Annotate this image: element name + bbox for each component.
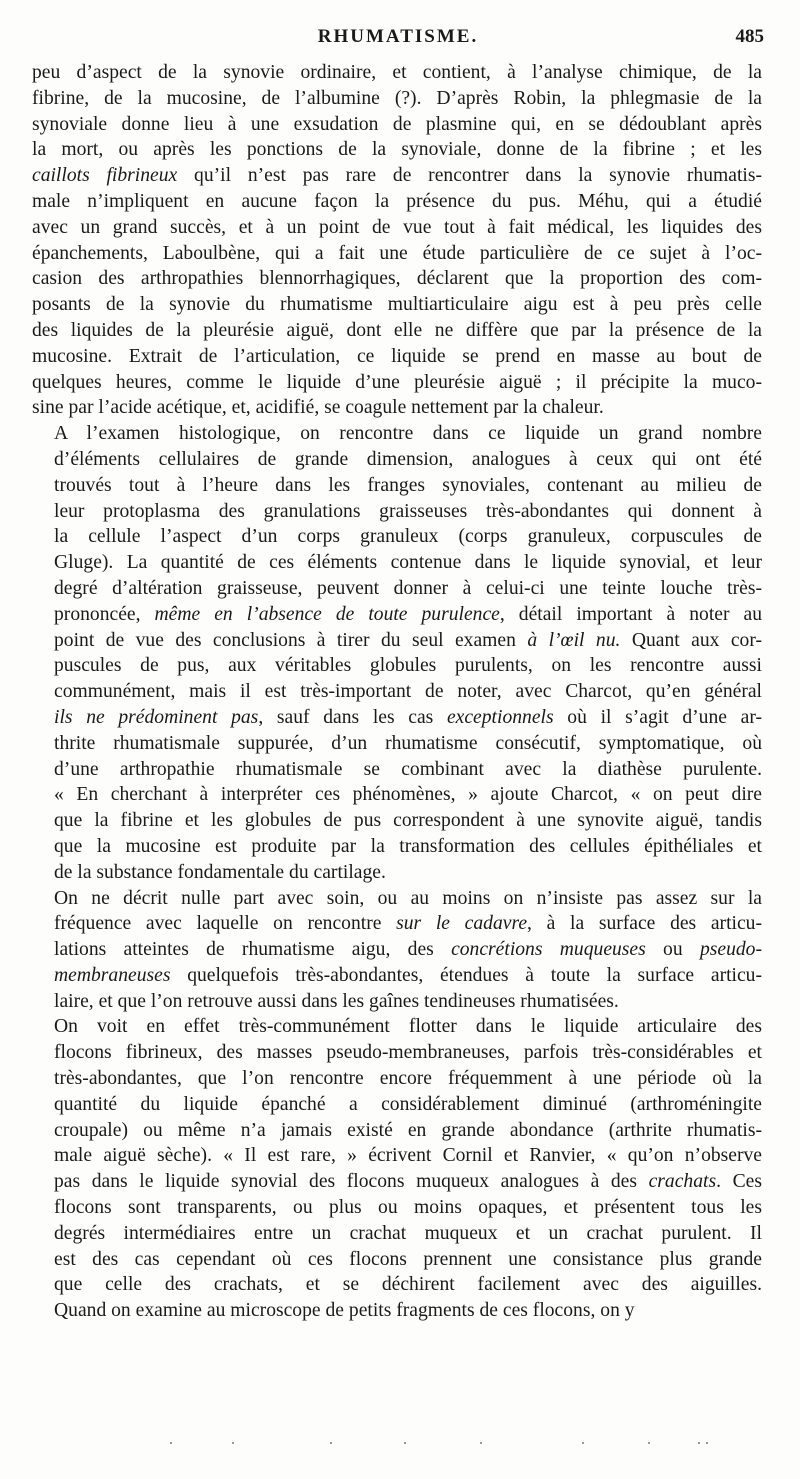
text-run: A l’examen histologique, on rencontre dans ce liquide un grand nombre (54, 423, 762, 445)
text-line (32, 215, 762, 241)
text-line (32, 911, 762, 937)
text-run: thrite rhumatismale suppurée, d’un rhumatisme consécutif, symptomatique, où (54, 732, 762, 754)
text-run: On ne décrit nulle part avec soin, ou au moins on n’insiste pas assez sur la (54, 887, 762, 909)
text-run: flocons fibrineux, des masses pseudo-membraneuses, parfois très-considérables et (54, 1042, 762, 1064)
text-run: très-abondantes, que l’on rencontre encore fréquemment à une période où la (54, 1068, 762, 1090)
text-run: degré d’altération graisseuse, peuvent donner à celui-ci une teinte louche très- (54, 577, 762, 599)
italic-text: à l’œil nu. (527, 629, 621, 651)
text-line (32, 499, 762, 525)
text-run: mucosine. Extrait de l’articulation, ce liquide se prend en masse au bout de (32, 345, 762, 367)
body-text (32, 60, 762, 1324)
paragraph (32, 60, 762, 421)
text-line (32, 241, 762, 267)
text-run: synoviale donne lieu à une exsudation de plasmine qui, en se dédoublant après (32, 113, 762, 135)
text-line (32, 266, 762, 292)
italic-text: exceptionnels (446, 706, 554, 728)
text-run: , à la surface des articu- (527, 913, 762, 935)
text-line (32, 576, 762, 602)
text-line (32, 963, 762, 989)
text-line (32, 989, 762, 1015)
text-line (32, 421, 762, 447)
text-line (32, 86, 762, 112)
text-line (32, 524, 762, 550)
text-run: pas dans le liquide synovial des flocons muqueux analogues à des (54, 1171, 649, 1193)
text-run: communément, mais il est très-important de noter, avec Charcot, qu’en général (54, 681, 762, 703)
text-run: laire, et que l’on retrouve aussi dans les gaînes tendineuses rhumatisées. (54, 990, 619, 1012)
text-run: « En cherchant à interpréter ces phénomènes, » ajoute Charcot, « on peut dire (54, 784, 762, 806)
italic-text: crachats (648, 1171, 717, 1193)
text-run: des liquides de la pleurésie aiguë, dont elle ne diffère que par la présence de la (32, 319, 762, 341)
text-line (32, 628, 762, 654)
text-run: de la substance fondamentale du cartilage. (54, 861, 386, 883)
text-run: Quand on examine au microscope de petits fragments de ces flocons, on y (54, 1300, 635, 1322)
text-line (32, 731, 762, 757)
text-run: trouvés tout à l’heure dans les franges synoviales, contenant au milieu de (54, 474, 762, 496)
text-run: Gluge). La quantité de ces éléments contenue dans le liquide synovial, et leur (54, 552, 762, 574)
text-run: quantité du liquide épanché a considérablement diminué (arthroméningite (54, 1093, 762, 1115)
text-line (32, 757, 762, 783)
italic-text: concrétions muqueuses (451, 939, 646, 961)
text-line (32, 1298, 762, 1324)
text-run: degrés intermédiaires entre un crachat muqueux et un crachat purulent. Il (54, 1222, 762, 1244)
text-line (32, 705, 762, 731)
text-run: quelques heures, comme le liquide d’une pleurésie aiguë ; il précipite la muco- (32, 371, 762, 393)
text-run: lations atteintes de rhumatisme aigu, des (54, 939, 452, 961)
page-header (32, 26, 764, 56)
text-line (32, 473, 762, 499)
text-run: male aiguë sèche). « Il est rare, » écrivent Cornil et Ranvier, « qu’on n’observe (54, 1145, 762, 1167)
text-run: casion des arthropathies blennorrhagiques, déclarent que la proportion des com- (32, 268, 762, 290)
italic-text: caillots fibrineux (32, 165, 178, 187)
text-run: On voit en effet très-communément flotter dans le liquide articulaire des (54, 1016, 762, 1038)
text-run: épanchements, Laboulbène, qui a fait une étude particulière de ce sujet à l’oc- (32, 242, 762, 264)
text-line (32, 395, 762, 421)
italic-text: ils ne prédominent pas (54, 706, 259, 728)
text-run: est des cas cependant où ces flocons prennent une consistance plus grande (54, 1248, 762, 1270)
text-line (32, 292, 762, 318)
text-line (32, 137, 762, 163)
text-line (32, 1221, 762, 1247)
text-run: quelquefois très-abondantes, étendues à toute la surface articu- (170, 964, 762, 986)
text-line (32, 782, 762, 808)
text-run: où il s’agit d’une ar- (553, 706, 762, 728)
text-run: , sauf dans les cas (258, 706, 447, 728)
text-line (32, 602, 762, 628)
text-line (32, 834, 762, 860)
text-run: que la mucosine est produite par la transformation des cellules épithéliales et (54, 835, 762, 857)
text-line (32, 653, 762, 679)
text-run: que celle des crachats, et se déchirent facilement avec des aiguilles. (54, 1274, 762, 1296)
paragraph (32, 886, 762, 1015)
text-line (32, 550, 762, 576)
text-line (32, 1169, 762, 1195)
text-run: point de vue des conclusions à tirer du seul examen (54, 629, 528, 651)
text-run: fibrine, de la mucosine, de l’albumine (?). D’après Robin, la phlegmasie de la (32, 87, 762, 109)
text-line (32, 1195, 762, 1221)
text-run: leur protoplasma des granulations graisseuses très-abondantes qui donnent à (54, 500, 762, 522)
text-run: d’une arthropathie rhumatismale se combinant avec la diathèse purulente. (54, 758, 762, 780)
text-run: d’éléments cellulaires de grande dimension, analogues à ceux qui ont été (54, 448, 762, 470)
italic-text: même en l’absence de toute purulence (154, 603, 500, 625)
text-line (32, 1092, 762, 1118)
italic-text: pseudo- (699, 939, 762, 961)
text-line (32, 1040, 762, 1066)
text-run: posants de la synovie du rhumatisme multiarticulaire aigu est à peu près celle (32, 294, 762, 316)
text-run: prononcée, (54, 603, 155, 625)
text-line (32, 189, 762, 215)
text-line (32, 370, 762, 396)
text-line (32, 447, 762, 473)
text-line (32, 1066, 762, 1092)
paragraph (32, 421, 762, 885)
text-line (32, 60, 762, 86)
text-run: la mort, ou après les ponctions de la synoviale, donne de la fibrine ; et les (32, 139, 762, 161)
text-line (32, 1014, 762, 1040)
text-line (32, 886, 762, 912)
text-line (32, 1143, 762, 1169)
text-run: qu’il n’est pas rare de rencontrer dans la synovie rhumatis- (177, 165, 762, 187)
text-run: peu d’aspect de la synovie ordinaire, et contient, à l’analyse chimique, de la (32, 62, 762, 83)
text-run: sine par l’acide acétique, et, acidifié, se coagule nettement par la chaleur. (32, 397, 604, 419)
text-line (32, 937, 762, 963)
text-line (32, 860, 762, 886)
text-run: fréquence avec laquelle on rencontre (54, 913, 397, 935)
text-run: avec un grand succès, et à un point de vue tout à fait médical, les liquides des (32, 216, 762, 238)
text-line (32, 112, 762, 138)
text-line (32, 1247, 762, 1273)
page-number: 485 (735, 26, 764, 47)
text-run: , détail important à noter au (499, 603, 762, 625)
text-run: puscules de pus, aux véritables globules purulents, on les rencontre aussi (54, 655, 762, 677)
text-run: que la fibrine et les globules de pus correspondent à une synovite aiguë, tandis (54, 810, 762, 832)
text-line (32, 1272, 762, 1298)
paragraph (32, 1014, 762, 1324)
italic-text: membraneuses (54, 964, 171, 986)
text-run: la cellule l’aspect d’un corps granuleux (corps granuleux, corpuscules de (54, 526, 762, 548)
text-line (32, 344, 762, 370)
text-run: Quant aux cor- (620, 629, 762, 651)
text-line (32, 808, 762, 834)
italic-text: sur le cadavre (396, 913, 528, 935)
text-line (32, 679, 762, 705)
scan-speckles (170, 1440, 730, 1446)
text-run: croupale) ou même n’a jamais existé en grande abondance (arthrite rhumatis- (54, 1119, 762, 1141)
running-title: RHUMATISME. (317, 26, 479, 47)
text-line (32, 163, 762, 189)
text-line (32, 318, 762, 344)
text-run: . Ces (716, 1171, 762, 1193)
text-line (32, 1118, 762, 1144)
text-run: male n’impliquent en aucune façon la présence du pus. Méhu, qui a étudié (32, 190, 762, 212)
text-run: ou (645, 939, 700, 961)
text-run: flocons sont transparents, ou plus ou moins opaques, et présentent tous les (54, 1197, 762, 1219)
